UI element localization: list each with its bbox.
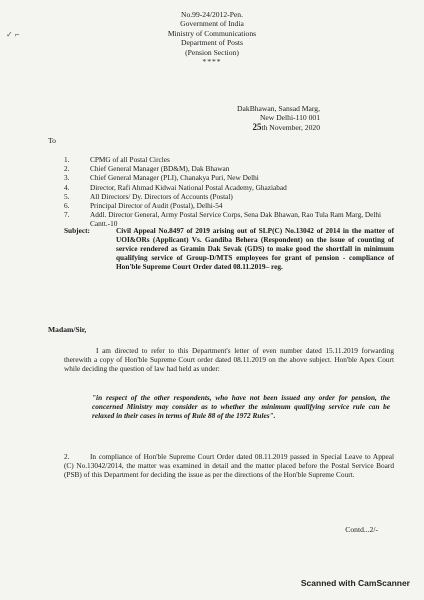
list-number: 7. xyxy=(64,210,70,220)
handwritten-mark: ✓ ⌐ xyxy=(6,30,20,39)
header-stars: **** xyxy=(202,57,222,67)
list-item xyxy=(64,183,394,192)
paragraph-1: I am directed to refer to this Department's letter of even number dated 15.11.2019 forwarding therewith a copy of Hon'ble Supreme Court order dated 08.11.2019 on the above subject. Hon'ble Apex Court while deciding the question of law had held as under: xyxy=(64,346,394,374)
court-quote: "in respect of the other respondents, who have not been issued any order for pension, the concerned Ministry may consider as to whether the minimum qualifying service rule can be relaxed in their cases in terms of Rule 88 of the 1972 Rules". xyxy=(92,393,390,421)
list-text: Addl. Director General, Army Postal Service Corps, Sena Dak Bhawan, Rao Tula Ram Marg, Delhi Cantt.-10 xyxy=(90,210,382,229)
place-and-date xyxy=(237,104,320,132)
paragraph-2-text: In compliance of Hon'ble Supreme Court Order dated 08.11.2019 passed in Special Leave to Appeal (C) No.13042/2014, the matter was examined in detail and the matter placed before the Postal Service Board (PSB) of this Department for deciding the issue as per the directions of the Hon'ble Supreme Court. xyxy=(64,452,394,480)
letter-date xyxy=(237,123,320,132)
list-number: 2. xyxy=(64,164,70,174)
list-item xyxy=(64,173,394,182)
letter-header xyxy=(0,10,424,66)
list-number: 5. xyxy=(64,191,70,201)
list-number: 3. xyxy=(64,173,70,183)
list-text: Principal Director of Audit (Postal), Delhi-54 xyxy=(90,201,223,211)
list-number: 1. xyxy=(64,155,70,164)
list-text: Chief General Manager (PLI), Chanakya Puri, New Delhi xyxy=(90,173,259,183)
list-text: All Directors/ Dy. Directors of Accounts (Postal) xyxy=(90,191,233,201)
list-text: Director, Rafi Ahmad Kidwai National Postal Academy, Ghaziabad xyxy=(90,182,287,192)
subject-label: Subject: xyxy=(64,226,90,235)
ministry-line: Ministry of Communications xyxy=(167,28,257,38)
date-day: 25 xyxy=(252,121,262,132)
address-line-1: DakBhawan, Sansad Marg, xyxy=(237,104,320,113)
salutation: Madam/Sir, xyxy=(48,325,87,334)
recipient-list xyxy=(64,155,394,229)
to-label: To xyxy=(48,136,56,145)
address-line-2: New Delhi-110 001 xyxy=(259,113,320,123)
list-number: 4. xyxy=(64,182,70,192)
subject-text: Civil Appeal No.8497 of 2019 arising out of SLP(C) No.13042 of 2014 in the matter of UOI&ORs (Applicant) Vs. Gandiba Behera (Respondent) on the issue of counting of service rendered as Gramin Dak Sevak (GDS) to make good the shortfall in minimum qualifying service of Group-D/MTS employees for grant of pension - compliance of Hon'ble Supreme Court Order dated 08.11.2019– reg. xyxy=(116,226,394,272)
list-number: 6. xyxy=(64,201,70,211)
list-item xyxy=(64,155,394,164)
file-number: No.99-24/2012-Pen. xyxy=(180,10,243,19)
paragraph-number: 2. xyxy=(64,452,70,461)
section-line: (Pension Section) xyxy=(185,47,239,57)
government-line: Government of India xyxy=(180,19,244,29)
list-text: Chief General Manager (BD&M), Dak Bhawan xyxy=(90,164,230,174)
paragraph-2 xyxy=(64,452,394,479)
department-line: Department of Posts xyxy=(180,38,243,48)
scanner-watermark: Scanned with CamScanner xyxy=(300,578,410,588)
list-item xyxy=(64,192,394,201)
list-item xyxy=(64,201,394,210)
continued-note: Contd...2/- xyxy=(345,525,378,534)
date-rest: th November, 2020 xyxy=(261,122,320,132)
subject-block xyxy=(64,226,394,271)
list-text: CPMG of all Postal Circles xyxy=(90,155,170,164)
list-item xyxy=(64,164,394,173)
